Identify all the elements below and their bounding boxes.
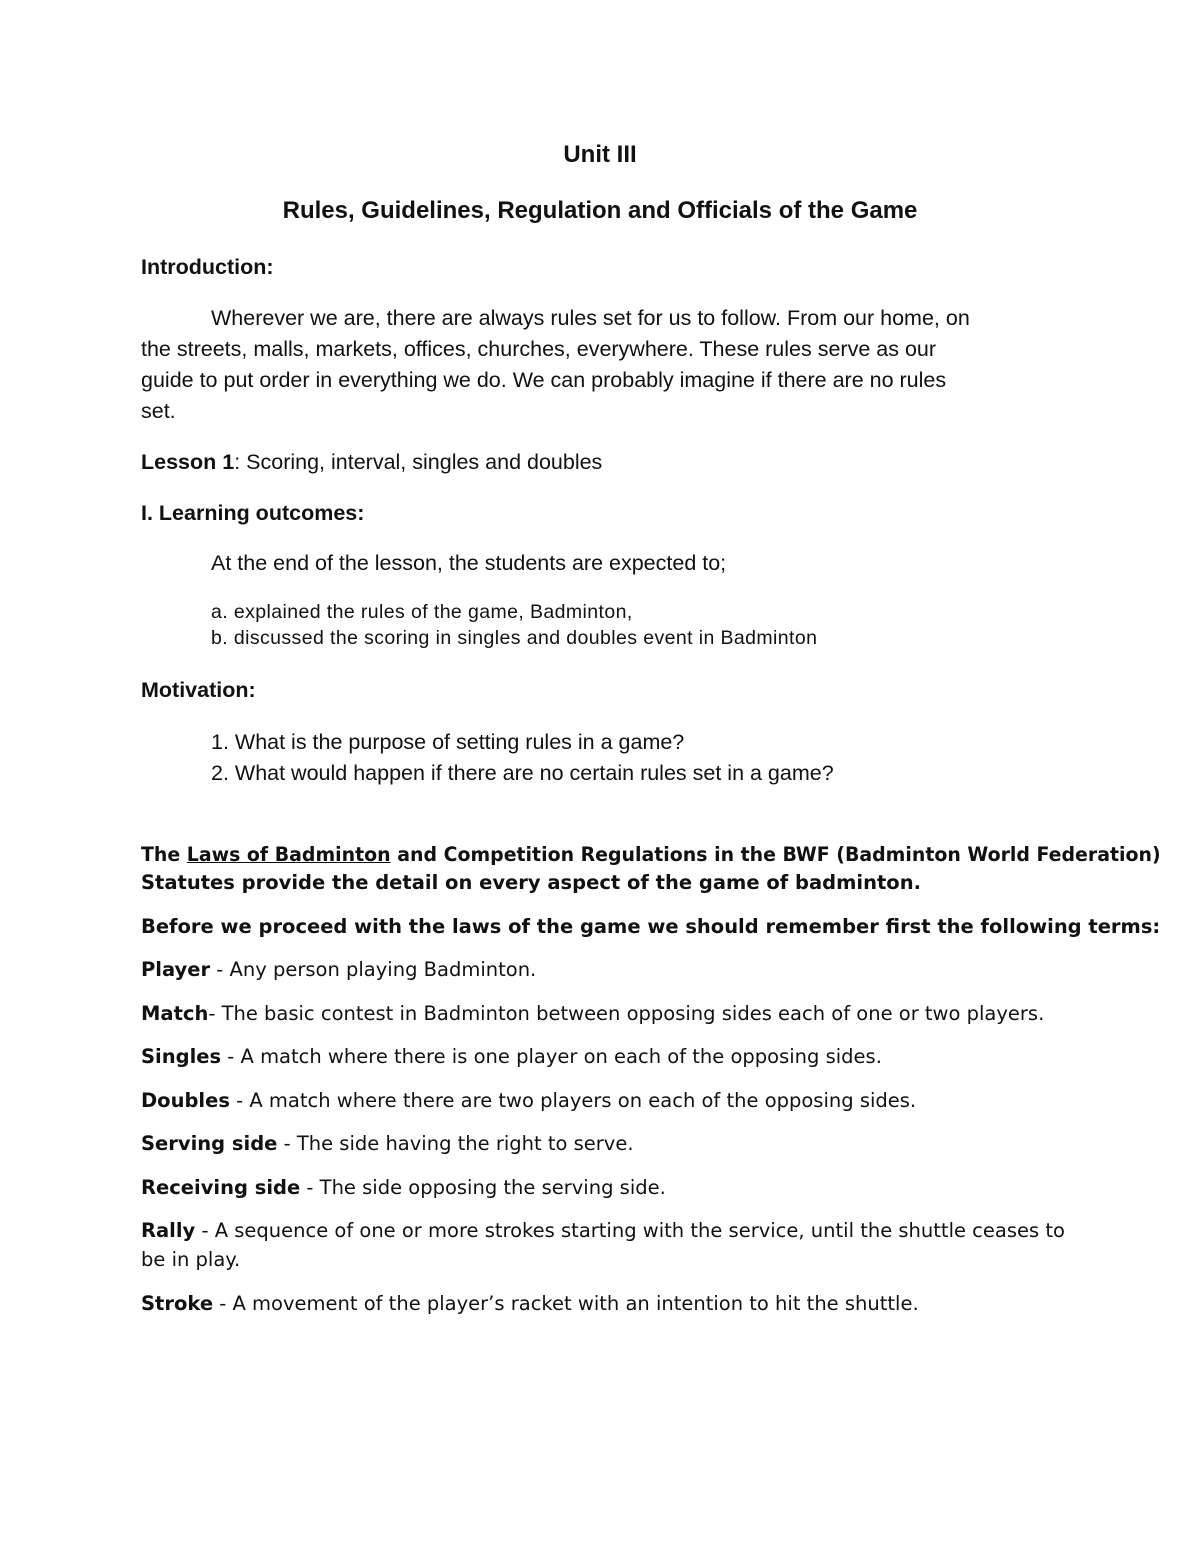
term-name: Receiving side xyxy=(141,1176,301,1199)
term-player xyxy=(141,958,536,981)
learning-outcomes-intro: At the end of the lesson, the students are expected to; xyxy=(211,551,727,575)
lesson-line xyxy=(141,450,602,475)
term-rally xyxy=(141,1219,1065,1242)
term-stroke xyxy=(141,1292,919,1315)
motivation-heading: Motivation: xyxy=(141,678,256,702)
introduction-line-1: Wherever we are, there are always rules set for us to follow. From our home, on xyxy=(211,306,970,330)
motivation-item: 2. What would happen if there are no certain rules set in a game? xyxy=(211,761,834,785)
terms-intro: Before we proceed with the laws of the game we should remember first the following terms: xyxy=(141,915,1161,938)
term-definition: - A movement of the player’s racket with an intention to hit the shuttle. xyxy=(213,1292,919,1315)
laws-rest: and Competition Regulations in the BWF (Badminton World Federation) xyxy=(390,843,1161,866)
laws-of-badminton-link[interactable]: Laws of Badminton xyxy=(186,843,391,866)
term-name: Serving side xyxy=(141,1132,278,1155)
main-title: Rules, Guidelines, Regulation and Officials of the Game xyxy=(282,197,918,224)
term-definition: - A sequence of one or more strokes starting with the service, until the shuttle ceases to xyxy=(195,1219,1065,1242)
term-name: Match xyxy=(141,1002,209,1025)
term-definition: - The side having the right to serve. xyxy=(277,1132,634,1155)
term-singles xyxy=(141,1045,882,1068)
term-rally-continuation: be in play. xyxy=(141,1248,241,1271)
laws-paragraph-line-1 xyxy=(141,843,1161,866)
term-definition: - A match where there are two players on each of the opposing sides. xyxy=(229,1089,917,1112)
motivation-item: 1. What is the purpose of setting rules in a game? xyxy=(211,730,685,754)
lesson-text: : Scoring, interval, singles and doubles xyxy=(234,450,603,474)
laws-paragraph-line-2: Statutes provide the detail on every aspect of the game of badminton. xyxy=(141,871,921,894)
term-serving-side xyxy=(141,1132,634,1155)
term-name: Singles xyxy=(141,1045,222,1068)
term-name: Player xyxy=(141,958,211,981)
term-name: Doubles xyxy=(141,1089,230,1112)
term-definition: - Any person playing Badminton. xyxy=(210,958,537,981)
term-definition: - The side opposing the serving side. xyxy=(300,1176,666,1199)
learning-outcomes-heading: I. Learning outcomes: xyxy=(141,501,365,525)
learning-outcome-item: a. explained the rules of the game, Badminton, xyxy=(211,601,633,623)
introduction-line-2: the streets, malls, markets, offices, churches, everywhere. These rules serve as our xyxy=(141,337,937,361)
term-doubles xyxy=(141,1089,916,1112)
term-name: Stroke xyxy=(141,1292,214,1315)
introduction-line-3: guide to put order in everything we do. We can probably imagine if there are no rules xyxy=(141,368,947,392)
unit-title: Unit III xyxy=(563,141,637,168)
term-receiving-side xyxy=(141,1176,666,1199)
lesson-label: Lesson 1 xyxy=(141,450,235,474)
introduction-line-4: set. xyxy=(141,399,176,423)
laws-prefix: The xyxy=(141,843,187,866)
term-definition: - A match where there is one player on each of the opposing sides. xyxy=(221,1045,882,1068)
term-name: Rally xyxy=(141,1219,196,1242)
term-definition: - The basic contest in Badminton between opposing sides each of one or two players. xyxy=(208,1002,1045,1025)
introduction-heading: Introduction: xyxy=(141,255,274,279)
learning-outcome-item: b. discussed the scoring in singles and doubles event in Badminton xyxy=(211,627,818,649)
term-match xyxy=(141,1002,1044,1025)
